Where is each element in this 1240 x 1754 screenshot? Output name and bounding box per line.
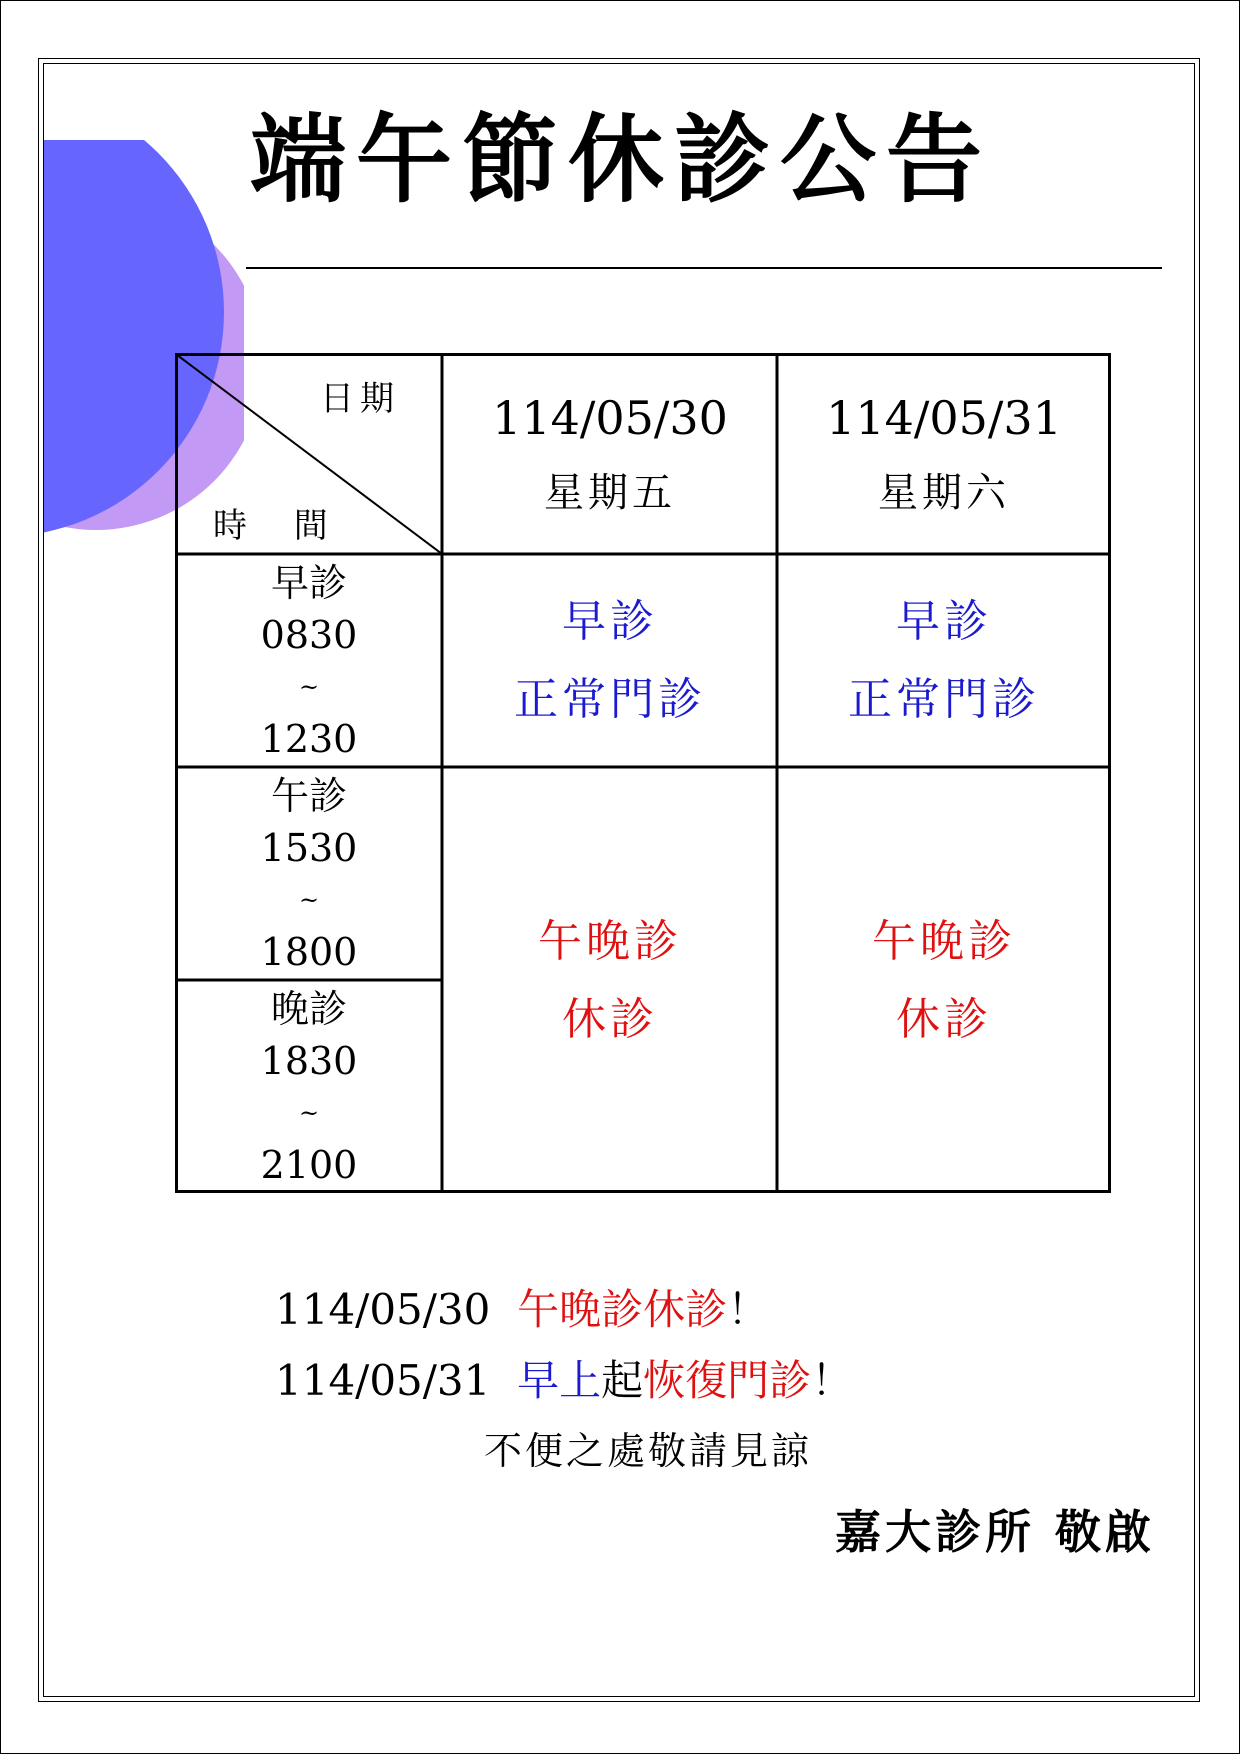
slot-separator: ~ bbox=[298, 673, 320, 701]
morning-label: 早診 bbox=[562, 596, 658, 647]
slot-separator: ~ bbox=[298, 886, 320, 914]
date-header-cell bbox=[443, 353, 777, 555]
slot-name: 早診 bbox=[270, 561, 347, 605]
closed-label: 午晚診 bbox=[872, 915, 1016, 967]
slot-end: 2100 bbox=[260, 1143, 358, 1187]
notice-resume-text: 恢復門診 bbox=[643, 1356, 812, 1405]
time-axis-label: 時 間 bbox=[213, 506, 346, 546]
column-weekday: 星期五 bbox=[544, 469, 676, 516]
morning-status-cell bbox=[443, 555, 777, 767]
date-header-cell bbox=[777, 353, 1111, 555]
closed-status-cell bbox=[443, 768, 777, 1193]
title-underline bbox=[246, 267, 1162, 269]
morning-label: 早診 bbox=[896, 596, 992, 647]
slot-end: 1230 bbox=[260, 717, 358, 761]
closed-status: 休診 bbox=[562, 993, 658, 1045]
notice-morning-text: 早上 bbox=[517, 1356, 602, 1405]
date-axis-label: 日期 bbox=[320, 379, 400, 419]
clinic-signature: 嘉大診所 敬啟 bbox=[835, 1505, 1156, 1559]
time-slot-afternoon bbox=[175, 768, 443, 980]
column-date: 114/05/31 bbox=[826, 391, 1062, 446]
closed-label: 午晚診 bbox=[538, 915, 682, 967]
notice-from-text: 起 bbox=[601, 1356, 644, 1405]
notice-title: 端午節休診公告 bbox=[250, 103, 992, 216]
notice-line-1 bbox=[275, 1277, 769, 1337]
time-slot-morning bbox=[175, 555, 443, 767]
slot-name: 晚診 bbox=[270, 987, 347, 1031]
notice-exclamation: ！ bbox=[811, 1356, 854, 1405]
column-weekday: 星期六 bbox=[878, 469, 1010, 516]
morning-status-cell bbox=[777, 555, 1111, 767]
apology-text: 不便之處敬請見諒 bbox=[484, 1429, 813, 1473]
slot-end: 1800 bbox=[260, 930, 358, 974]
slot-name: 午診 bbox=[270, 774, 347, 818]
morning-status: 正常門診 bbox=[514, 674, 706, 725]
corner-header-cell bbox=[175, 353, 443, 555]
notice-date: 114/05/31 bbox=[275, 1356, 491, 1405]
notice-date: 114/05/30 bbox=[275, 1285, 491, 1334]
morning-status: 正常門診 bbox=[848, 674, 1040, 725]
notice-exclamation: ！ bbox=[727, 1285, 770, 1334]
closed-status-cell bbox=[777, 768, 1111, 1193]
slot-start: 0830 bbox=[260, 613, 358, 657]
notice-line-2 bbox=[275, 1348, 853, 1408]
schedule-table bbox=[175, 353, 1111, 1193]
slot-separator: ~ bbox=[298, 1099, 320, 1127]
notice-closed-text: 午晚診休診 bbox=[517, 1285, 728, 1334]
closed-status: 休診 bbox=[896, 993, 992, 1045]
slot-start: 1830 bbox=[260, 1039, 358, 1083]
time-slot-evening bbox=[175, 981, 443, 1193]
slot-start: 1530 bbox=[260, 826, 358, 870]
column-date: 114/05/30 bbox=[492, 391, 728, 446]
